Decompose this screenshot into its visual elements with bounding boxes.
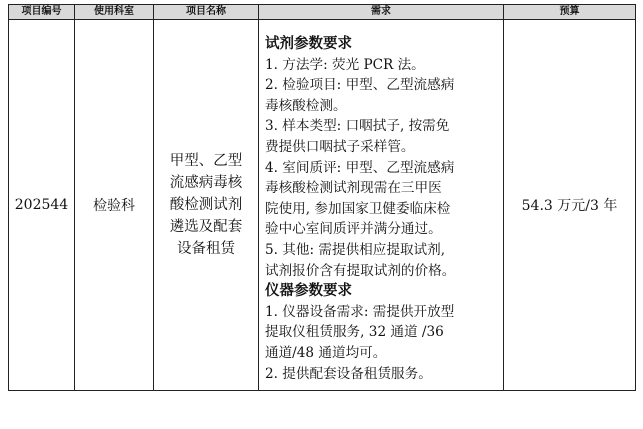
header-project-no: 项目编号: [9, 5, 75, 20]
reagent-line: 试剂报价含有提取试剂的价格。: [265, 262, 456, 279]
cell-department: 检验科: [75, 20, 154, 391]
cell-project-no: 202544: [9, 20, 75, 391]
instrument-line: 提取仪租赁服务, 32 通道 /36: [265, 324, 444, 341]
reagent-line: 2. 检验项目: 甲型、乙型流感病: [265, 77, 455, 94]
instrument-line: 1. 仪器设备需求: 需提供开放型: [265, 303, 455, 320]
cell-requirements: [259, 20, 504, 391]
cell-project-name: [154, 20, 259, 391]
reagent-line: 费提供口咽拭子采样管。: [265, 138, 415, 155]
reagent-line: 毒核酸检测试剂现需在三甲医: [265, 180, 442, 197]
project-name-line: 遴选及配套: [169, 219, 243, 236]
header-department: 使用科室: [75, 5, 154, 20]
header-requirements: 需求: [259, 5, 504, 20]
header-project-name: 项目名称: [154, 5, 259, 20]
cell-budget: 54.3 万元/3 年: [504, 20, 636, 391]
instrument-heading: 仪器参数要求: [265, 282, 352, 300]
reagent-line: 院使用, 参加国家卫健委临床检: [265, 200, 451, 217]
reagent-heading: 试剂参数要求: [265, 35, 352, 52]
project-name-line: 甲型、乙型: [169, 153, 243, 170]
header-row: [9, 5, 636, 20]
table-row: [9, 20, 636, 391]
reagent-line: 验中心室间质评并满分通过。: [265, 221, 442, 238]
project-name-line: 流感病毒核: [169, 175, 243, 192]
project-name-line: 设备租赁: [177, 241, 235, 258]
reagent-line: 3. 样本类型: 口咽拭子, 按需免: [265, 118, 450, 135]
header-budget: 预算: [504, 5, 636, 20]
reagent-line: 毒核酸检测。: [265, 97, 347, 114]
reagent-line: 1. 方法学: 荧光 PCR 法。: [265, 56, 425, 73]
reagent-line: 5. 其他: 需提供相应提取试剂,: [265, 241, 446, 258]
instrument-line: 2. 提供配套设备租赁服务。: [265, 365, 432, 382]
instrument-line: 通道/48 通道均可。: [265, 344, 387, 361]
procurement-table: [8, 4, 636, 391]
project-name-line: 酸检测试剂: [169, 197, 243, 214]
reagent-line: 4. 室间质评: 甲型、乙型流感病: [265, 159, 455, 176]
